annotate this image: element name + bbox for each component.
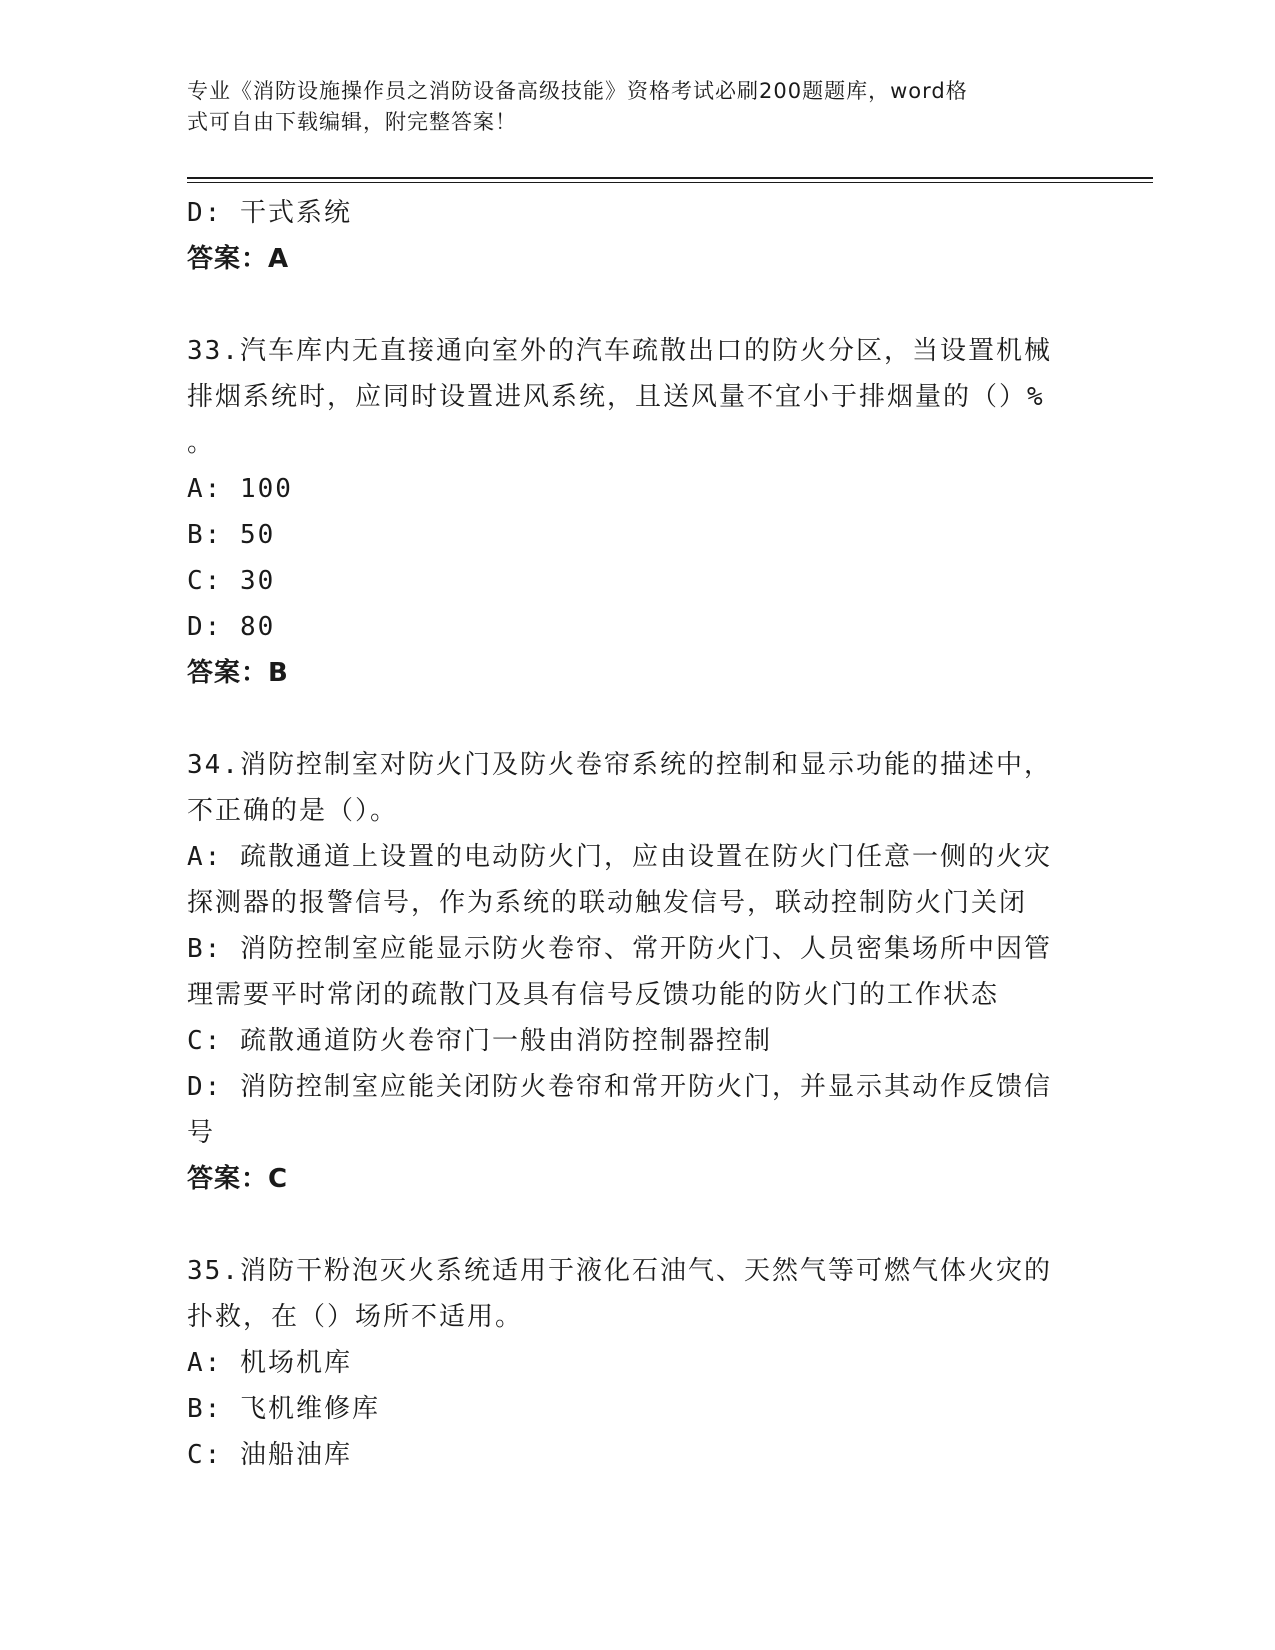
- question-stem: 33.汽车库内无直接通向室外的汽车疏散出口的防火分区，当设置机械: [187, 336, 1052, 366]
- question-34: [187, 742, 1087, 1202]
- option-b: B: 消防控制室应能显示防火卷帘、常开防火门、人员密集场所中因管: [187, 934, 1052, 964]
- option-c: C: 油船油库: [187, 1440, 352, 1470]
- question-33: [187, 328, 1087, 696]
- option-d-continued: 号: [187, 1118, 216, 1148]
- spacer: [187, 696, 1087, 742]
- question-stem: 扑救，在（）场所不适用。: [187, 1302, 524, 1332]
- question-content: [187, 190, 1087, 1478]
- spacer: [187, 1202, 1087, 1248]
- spacer: [187, 282, 1087, 328]
- option-b: B: 飞机维修库: [187, 1394, 380, 1424]
- answer-line: 答案：A: [187, 244, 290, 274]
- option-b-continued: 理需要平时常闭的疏散门及具有信号反馈功能的防火门的工作状态: [187, 980, 1000, 1010]
- option-a: A: 100: [187, 474, 293, 504]
- option-d: D: 消防控制室应能关闭防火卷帘和常开防火门，并显示其动作反馈信: [187, 1072, 1052, 1102]
- option-d: D: 80: [187, 612, 276, 642]
- option-d: D: 干式系统: [187, 198, 352, 228]
- question-stem: 不正确的是（）。: [187, 796, 399, 826]
- option-a: A: 疏散通道上设置的电动防火门，应由设置在防火门任意一侧的火灾: [187, 842, 1052, 872]
- answer-line: 答案：C: [187, 1164, 289, 1194]
- document-header: [187, 76, 1067, 138]
- option-a-continued: 探测器的报警信号，作为系统的联动触发信号，联动控制防火门关闭: [187, 888, 1028, 918]
- header-line-1: 专业《消防设施操作员之消防设备高级技能》资格考试必刷200题题库，word格: [187, 79, 968, 103]
- question-stem: 。: [187, 428, 216, 458]
- question-stem: 34.消防控制室对防火门及防火卷帘系统的控制和显示功能的描述中，: [187, 750, 1052, 780]
- header-divider-thick: [187, 177, 1153, 179]
- option-a: A: 机场机库: [187, 1348, 352, 1378]
- question-35: [187, 1248, 1087, 1478]
- answer-line: 答案：B: [187, 658, 289, 688]
- option-c: C: 疏散通道防火卷帘门一般由消防控制器控制: [187, 1026, 772, 1056]
- question-stem: 排烟系统时，应同时设置进风系统，且送风量不宜小于排烟量的（）%: [187, 382, 1045, 412]
- header-divider-thin: [187, 182, 1153, 183]
- question-stem: 35.消防干粉泡灭火系统适用于液化石油气、天然气等可燃气体火灾的: [187, 1256, 1052, 1286]
- header-line-2: 式可自由下载编辑，附完整答案！: [187, 110, 517, 134]
- option-c: C: 30: [187, 566, 276, 596]
- option-b: B: 50: [187, 520, 276, 550]
